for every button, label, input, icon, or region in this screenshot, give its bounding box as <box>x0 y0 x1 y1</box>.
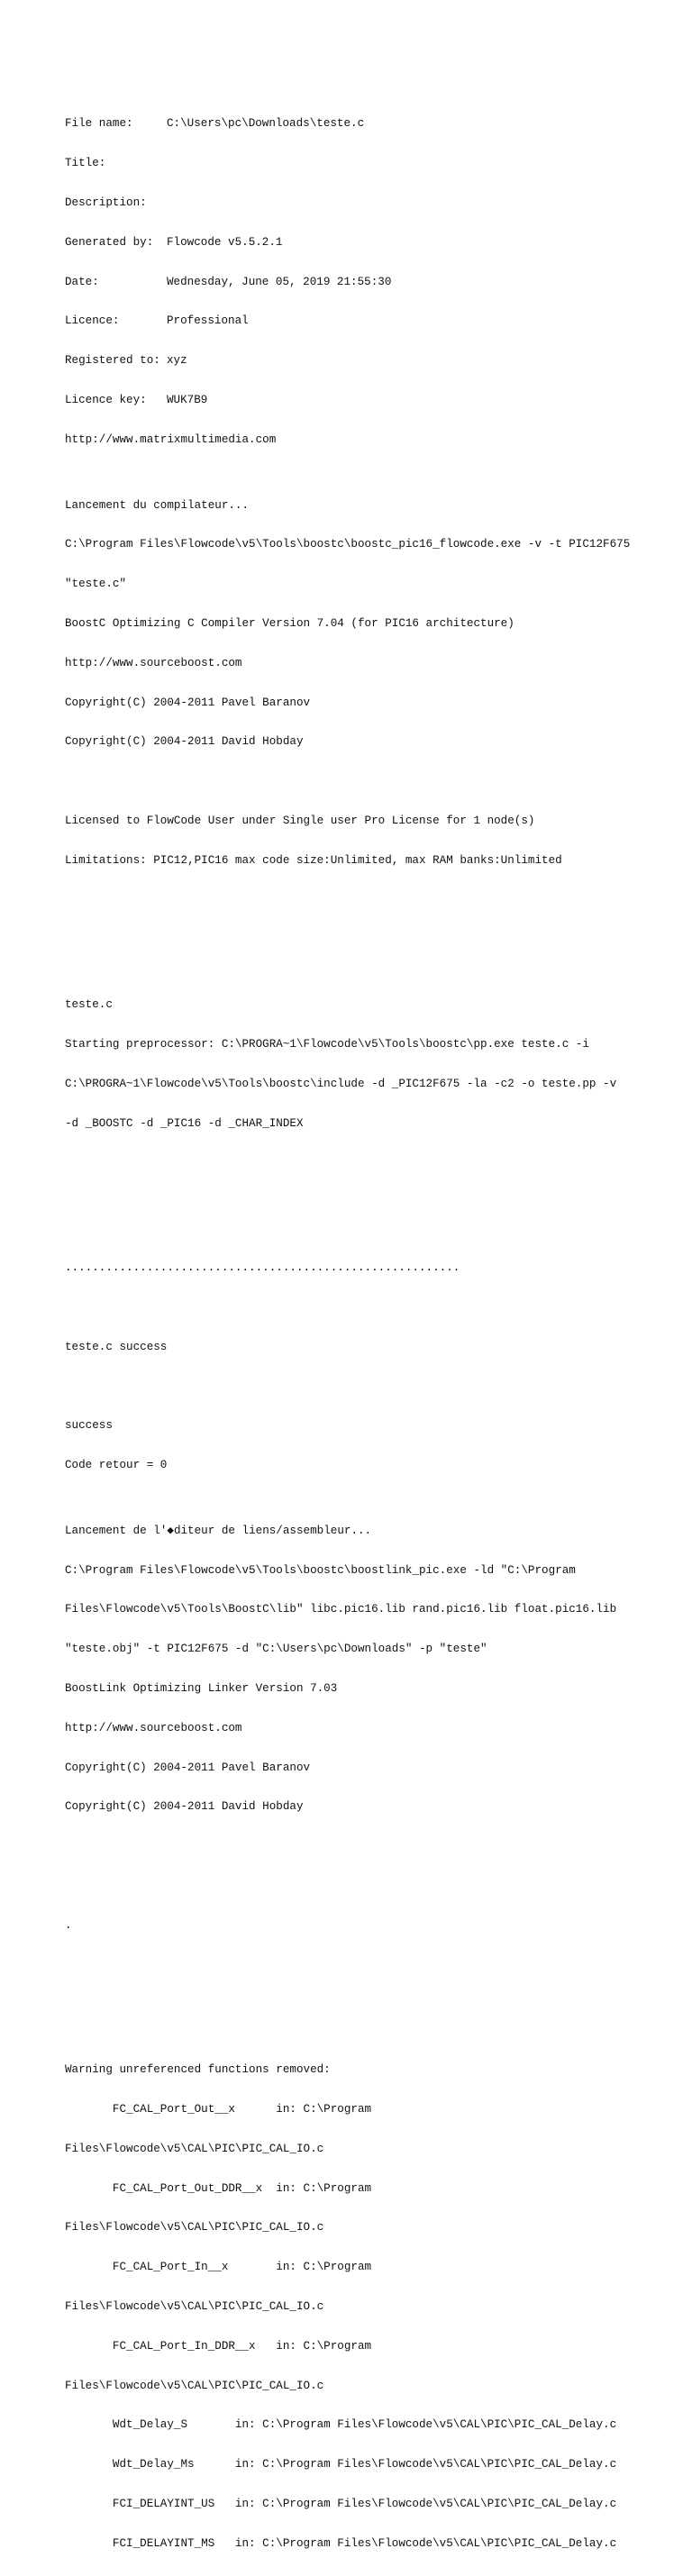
spacer <box>65 933 660 946</box>
spacer <box>65 893 660 906</box>
date-value: Wednesday, June 05, 2019 21:55:30 <box>167 275 392 288</box>
progress-dots: .......................................................... <box>65 1261 460 1275</box>
compiler-log-document <box>65 65 660 2576</box>
warning-line: FCI_DELAYINT_US in: C:\Program Files\Flowcode\v5\CAL\PIC\PIC_CAL_Delay.c <box>65 2497 617 2510</box>
warning-line: Files\Flowcode\v5\CAL\PIC\PIC_CAL_IO.c <box>65 2299 324 2313</box>
licence-key-label: Licence key: <box>65 393 147 406</box>
limitations-info: Limitations: PIC12,PIC16 max code size:Unlimited, max RAM banks:Unlimited <box>65 853 562 867</box>
date-label: Date: <box>65 275 99 288</box>
title-row <box>65 157 660 170</box>
preprocessor-line-3: -d _BOOSTC -d _PIC16 -d _CHAR_INDEX <box>65 1116 304 1130</box>
licence-key-value: WUK7B9 <box>167 393 208 406</box>
compiler-version: BoostC Optimizing C Compiler Version 7.04 (for PIC16 architecture) <box>65 616 514 630</box>
description-row <box>65 196 660 210</box>
compiler-command-line-1: C:\Program Files\Flowcode\v5\Tools\boostc\boostc_pic16_flowcode.exe -v -t PIC12F675 <box>65 538 631 551</box>
generated-by-value: Flowcode v5.5.2.1 <box>167 235 283 249</box>
compiler-copyright-2: Copyright(C) 2004-2011 David Hobday <box>65 735 304 749</box>
compiler-copyright-1: Copyright(C) 2004-2011 Pavel Baranov <box>65 696 311 709</box>
linker-command-line-1: C:\Program Files\Flowcode\v5\Tools\boostc\boostlink_pic.exe -ld "C:\Program <box>65 1563 576 1577</box>
linker-copyright-1: Copyright(C) 2004-2011 Pavel Baranov <box>65 1761 311 1774</box>
linker-copyright-2: Copyright(C) 2004-2011 David Hobday <box>65 1800 304 1814</box>
licence-key-row <box>65 394 660 407</box>
title-label: Title: <box>65 157 106 170</box>
spacer <box>65 1959 660 1972</box>
date-row <box>65 276 660 289</box>
warning-heading: Warning unreferenced functions removed: <box>65 2063 331 2077</box>
licence-value: Professional <box>167 314 249 328</box>
preprocessor-file: teste.c <box>65 998 113 1012</box>
preprocessor-line-1: Starting preprocessor: C:\PROGRA~1\Flowcode\v5\Tools\boostc\pp.exe teste.c -i <box>65 1037 589 1051</box>
preprocessor-line-2: C:\PROGRA~1\Flowcode\v5\Tools\boostc\include -d _PIC12F675 -la -c2 -o teste.pp -v <box>65 1077 617 1090</box>
registered-to-label: Registered to: <box>65 354 160 368</box>
licence-label: Licence: <box>65 314 120 328</box>
warning-line: FC_CAL_Port_Out__x in: C:\Program <box>65 2103 372 2116</box>
spacer <box>65 1840 660 1853</box>
linker-version: BoostLink Optimizing Linker Version 7.03 <box>65 1682 338 1696</box>
description-label: Description: <box>65 196 147 209</box>
warning-line: FCI_DELAYINT_MS in: C:\Program Files\Flowcode\v5\CAL\PIC\PIC_CAL_Delay.c <box>65 2536 617 2550</box>
warning-line: FC_CAL_Port_In__x in: C:\Program <box>65 2261 372 2274</box>
linker-command-line-2: Files\Flowcode\v5\Tools\BoostC\lib" libc.pic16.lib rand.pic16.lib float.pic16.lib <box>65 1603 617 1616</box>
linker-url: http://www.sourceboost.com <box>65 1721 242 1734</box>
spacer <box>65 1156 660 1170</box>
spacer <box>65 1196 660 1209</box>
file-name-label: File name: <box>65 117 133 131</box>
spacer <box>65 1379 660 1393</box>
spacer <box>65 1880 660 1893</box>
linker-launch-text: Lancement de l'◆diteur de liens/assembleur... <box>65 1524 372 1537</box>
teste-success-text: teste.c success <box>65 1340 168 1353</box>
file-name-row <box>65 117 660 131</box>
sourceboost-url: http://www.sourceboost.com <box>65 656 242 669</box>
registered-to-row <box>65 354 660 368</box>
warning-line: Files\Flowcode\v5\CAL\PIC\PIC_CAL_IO.c <box>65 2142 324 2155</box>
spacer <box>65 1998 660 2011</box>
generated-by-row <box>65 236 660 250</box>
license-info: Licensed to FlowCode User under Single user Pro License for 1 node(s) <box>65 814 535 827</box>
file-name-value: C:\Users\pc\Downloads\teste.c <box>167 117 365 131</box>
success-text: success <box>65 1419 113 1433</box>
spacer <box>65 775 660 788</box>
licence-row <box>65 314 660 328</box>
single-dot: . <box>65 1918 72 1932</box>
spacer <box>65 1301 660 1315</box>
matrix-url: http://www.matrixmultimedia.com <box>65 432 277 446</box>
warning-line: Wdt_Delay_S in: C:\Program Files\Flowcode\v5\CAL\PIC\PIC_CAL_Delay.c <box>65 2418 617 2432</box>
warning-line: Wdt_Delay_Ms in: C:\Program Files\Flowcode\v5\CAL\PIC\PIC_CAL_Delay.c <box>65 2458 617 2471</box>
compiler-launch-text: Lancement du compilateur... <box>65 498 250 512</box>
linker-command-line-3: "teste.obj" -t PIC12F675 -d "C:\Users\pc\Downloads" -p "teste" <box>65 1643 487 1656</box>
warning-line: FC_CAL_Port_Out_DDR__x in: C:\Program <box>65 2181 372 2195</box>
compiler-command-line-2: "teste.c" <box>65 578 127 591</box>
warning-line: Files\Flowcode\v5\CAL\PIC\PIC_CAL_IO.c <box>65 2221 324 2235</box>
registered-to-value: xyz <box>167 354 187 368</box>
warning-line: Files\Flowcode\v5\CAL\PIC\PIC_CAL_IO.c <box>65 2379 324 2392</box>
generated-by-label: Generated by: <box>65 235 154 249</box>
warning-line: FC_CAL_Port_In_DDR__x in: C:\Program <box>65 2339 372 2353</box>
code-retour-text: Code retour = 0 <box>65 1458 168 1471</box>
